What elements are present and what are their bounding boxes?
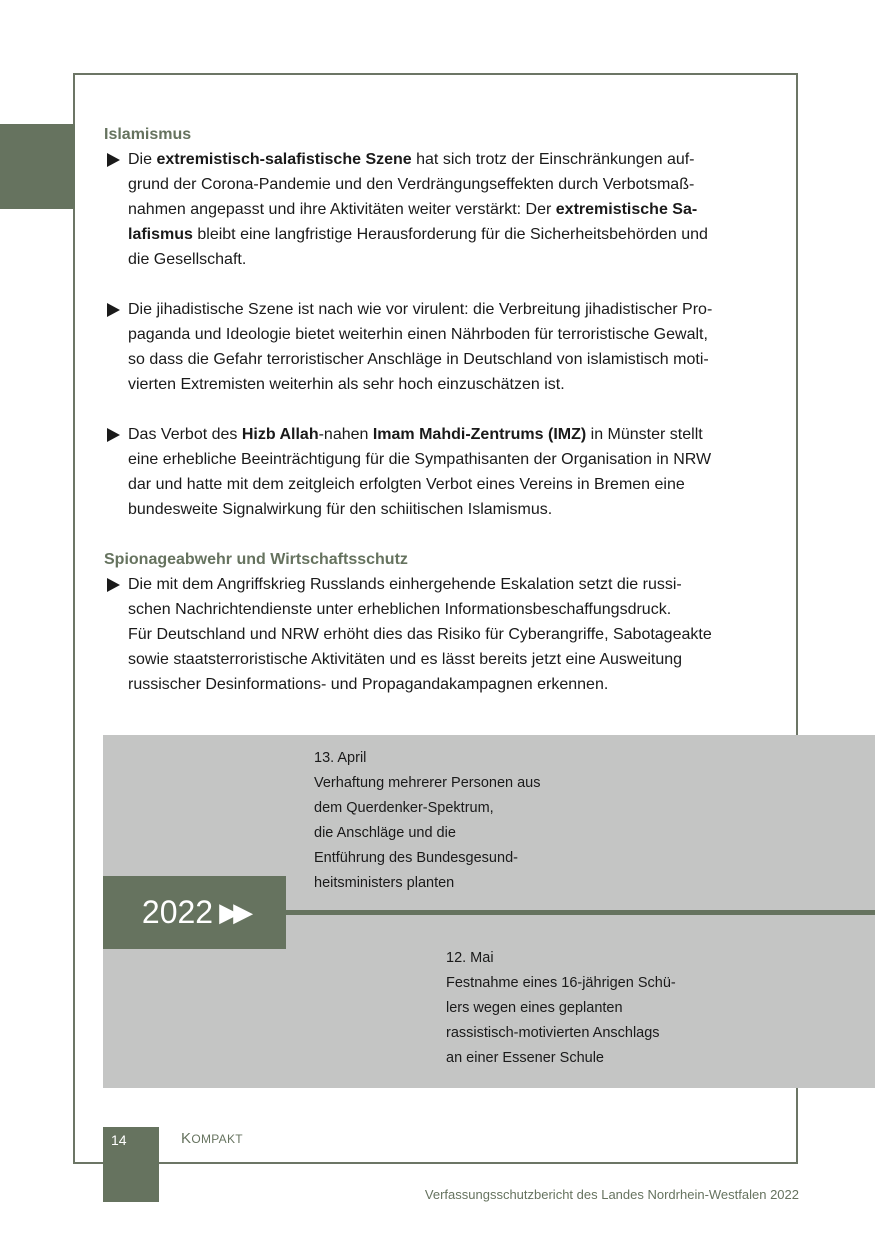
bullet-item: [104, 147, 764, 272]
bullet-triangle-icon: [107, 428, 120, 442]
bullet-item: [104, 422, 764, 522]
event-line: lers wegen eines geplanten: [446, 1000, 623, 1016]
event-line: Verhaftung mehrerer Personen aus: [314, 775, 541, 791]
bullet-text: [128, 297, 764, 397]
text-line: so dass die Gefahr terroristischer Anschläge in Deutschland von islamistisch moti-: [128, 351, 709, 368]
bullet-triangle-icon: [107, 153, 120, 167]
text-line: eine erhebliche Beeinträchtigung für die Sympathisanten der Organisation in NRW: [128, 451, 712, 468]
timeline-year-box: [103, 876, 286, 949]
timeline-event: [314, 746, 541, 896]
report-title-footer: Verfassungsschutzbericht des Landes Nordrhein-Westfalen 2022: [424, 1187, 799, 1202]
bullet-text: [128, 147, 764, 272]
text-line: schen Nachrichtendienste unter erheblichen Informationsbeschaffungsdruck.: [128, 601, 672, 618]
event-line: dem Querdenker-Spektrum,: [314, 800, 494, 816]
bullet-text: [128, 572, 764, 697]
text-line: Die extremistisch-salafistische Szene hat sich trotz der Einschränkungen auf-: [128, 151, 695, 168]
section-heading: Islamismus: [104, 126, 192, 143]
text-line: paganda und Ideologie bietet weiterhin einen Nährboden für terroristische Gewalt,: [128, 326, 708, 343]
event-date: 13. April: [314, 750, 367, 766]
section-spionageabwehr: [104, 547, 764, 697]
section-heading: Spionageabwehr und Wirtschaftsschutz: [104, 551, 408, 568]
text-line: sowie staatsterroristische Aktivitäten und es lässt bereits jetzt eine Ausweitung: [128, 651, 683, 668]
section-islamismus: [104, 122, 764, 522]
fast-forward-icon: ▶▶: [219, 897, 248, 927]
event-line: Entführung des Bundesgesund-: [314, 850, 518, 866]
event-line: Festnahme eines 16-jährigen Schü-: [446, 975, 676, 991]
text-line: lafismus bleibt eine langfristige Herausforderung für die Sicherheitsbehörden und: [128, 226, 708, 243]
timeline-year: 2022: [141, 894, 214, 930]
text-line: Das Verbot des Hizb Allah-nahen Imam Mahdi-Zentrums (IMZ) in Münster stellt: [128, 426, 703, 443]
text-line: die Gesellschaft.: [128, 251, 247, 268]
event-date: 12. Mai: [446, 950, 494, 966]
bullet-item: [104, 297, 764, 397]
timeline-line: [286, 910, 875, 915]
text-line: russischer Desinformations- und Propagandakampagnen erkennen.: [128, 676, 609, 693]
section-label: KOMPAKT: [181, 1130, 243, 1147]
text-line: Die jihadistische Szene ist nach wie vor virulent: die Verbreitung jihadistischer Pro-: [128, 301, 713, 318]
bullet-text: [128, 422, 764, 522]
bullet-triangle-icon: [107, 303, 120, 317]
event-line: die Anschläge und die: [314, 825, 456, 841]
text-line: bundesweite Signalwirkung für den schiitischen Islamismus.: [128, 501, 553, 518]
event-line: an einer Essener Schule: [446, 1050, 604, 1066]
text-line: Die mit dem Angriffskrieg Russlands einhergehende Eskalation setzt die russi-: [128, 576, 682, 593]
main-content: [104, 122, 764, 697]
text-line: grund der Corona-Pandemie und den Verdrängungseffekten durch Verbotsmaß-: [128, 176, 695, 193]
text-line: dar und hatte mit dem zeitgleich erfolgten Verbot eines Vereins in Bremen eine: [128, 476, 685, 493]
timeline-event: [446, 946, 676, 1071]
page-number: 14: [111, 1132, 127, 1148]
text-line: nahmen angepasst und ihre Aktivitäten weiter verstärkt: Der extremistische Sa-: [128, 201, 698, 218]
text-line: Für Deutschland und NRW erhöht dies das Risiko für Cyberangriffe, Sabotageakte: [128, 626, 712, 643]
event-line: heitsministers planten: [314, 875, 455, 891]
bullet-item: [104, 572, 764, 697]
side-accent-block: [0, 124, 75, 209]
text-line: vierten Extremisten weiterhin als sehr hoch einzuschätzen ist.: [128, 376, 565, 393]
timeline-panel: [103, 735, 875, 1088]
bullet-triangle-icon: [107, 578, 120, 592]
page-number-block: [103, 1127, 159, 1202]
event-line: rassistisch-motivierten Anschlags: [446, 1025, 660, 1041]
